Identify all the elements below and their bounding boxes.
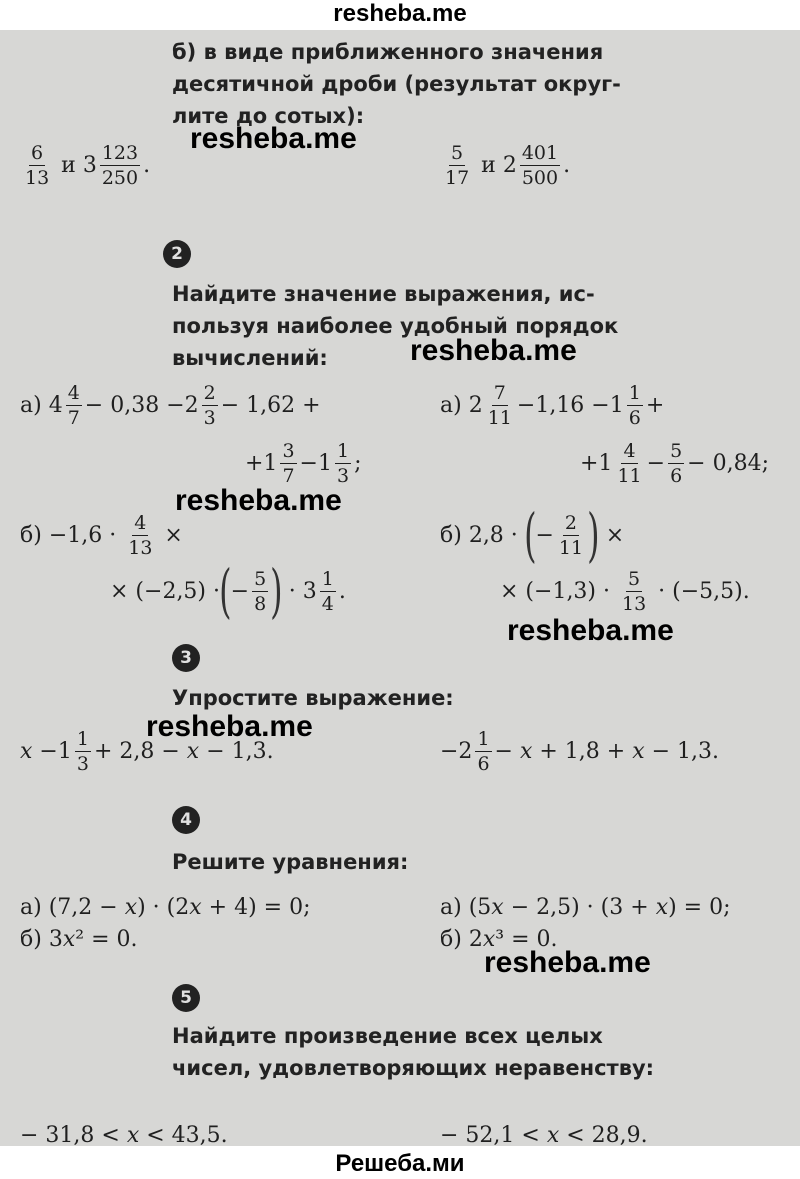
footer-site-name: Решеба.ми xyxy=(335,1150,465,1177)
task4-line-1: Решите уравнения: xyxy=(172,850,409,874)
task2-line-3: вычислений: xyxy=(172,346,328,370)
watermark-4: resheba.me xyxy=(507,614,674,647)
task1b-line-3: лите до сотых): xyxy=(172,104,365,128)
task4-number-badge: 4 xyxy=(172,806,200,834)
task1b-line-2: десятичной дроби (результат округ- xyxy=(172,72,621,96)
task2-a-left-line2: +1 3 7 −1 1 3 ; xyxy=(245,439,362,487)
task5-line-2: чисел, удовлетворяющих неравенству: xyxy=(172,1056,655,1080)
task1b-left-expression: 6 13 и 3 123 250 . xyxy=(25,141,151,189)
task4-b-left: б) 3x² = 0. xyxy=(20,926,138,952)
task2-b-left-line2: × (−2,5) · ( − $\frac{5}{8}$ ) · 3 1 4 . xyxy=(110,557,346,625)
task2-number-badge: 2 xyxy=(163,240,191,268)
task2-a-left-line1: а) 4 4 7 − 0,38 −2 2 3 − 1,62 + xyxy=(20,381,321,429)
task3-line-1: Упростите выражение: xyxy=(172,686,454,710)
task3-right-expression: −2 1 6 − x + 1,8 + x − 1,3. xyxy=(440,727,720,775)
task5-left-expression: − 31,8 < x < 43,5. xyxy=(20,1122,228,1146)
task2-line-2: пользуя наиболее удобный порядок xyxy=(172,314,619,338)
task1b-right-expression: 5 17 и 2 401 500 . xyxy=(445,141,571,189)
task2-b-right-line2: × (−1,3) · 5 13 · (−5,5). xyxy=(500,567,750,615)
header-site-name: resheba.me xyxy=(333,0,467,27)
task4-b-right: б) 2x³ = 0. xyxy=(440,926,558,952)
task1b-line-1: б) в виде приближенного значения xyxy=(172,40,604,64)
task5-right-expression: − 52,1 < x < 28,9. xyxy=(440,1122,648,1146)
task2-a-right-line2: +1 4 11 − $\frac{5}{6}$ − 0,84; xyxy=(580,439,769,487)
task2-a-right-line1: а) 2 7 11 −1,16 −1 1 6 + xyxy=(440,381,665,429)
task3-left-expression: x −1 1 3 + 2,8 − x − 1,3. xyxy=(20,727,274,775)
watermark-1: resheba.me xyxy=(190,122,357,155)
task5-number-badge: 5 xyxy=(172,984,200,1012)
task4-a-right: а) (5x − 2,5) · (3 + x) = 0; xyxy=(440,894,731,920)
watermark-6: resheba.me xyxy=(484,946,651,979)
task4-a-left: а) (7,2 − x) · (2x + 4) = 0; xyxy=(20,894,311,920)
watermark-3: resheba.me xyxy=(175,484,342,517)
task5-line-1: Найдите произведение всех целых xyxy=(172,1024,603,1048)
task2-line-1: Найдите значение выражения, ис- xyxy=(172,282,595,306)
task2-b-left-line1: б) −1,6 · $\frac{4}{13}$ × xyxy=(20,511,183,559)
task3-number-badge: 3 xyxy=(172,644,200,672)
watermark-5: resheba.me xyxy=(146,710,313,743)
task2-b-right-line1: б) 2,8 · ( − $\frac{2}{11}$ ) × xyxy=(440,501,625,569)
watermark-2: resheba.me xyxy=(410,334,577,367)
textbook-page xyxy=(0,30,800,1146)
